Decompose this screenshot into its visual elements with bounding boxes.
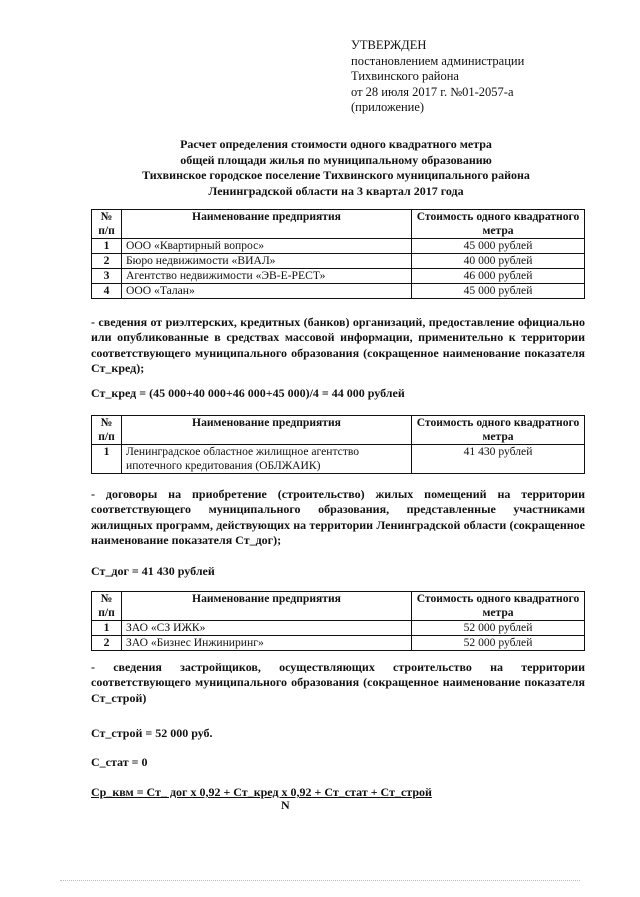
title-line: Расчет определения стоимости одного квадратного метра: [180, 137, 492, 151]
row-name: ЗАО «Бизнес Инжиниринг»: [122, 636, 412, 651]
row-name: Ленинградское областное жилищное агентство ипотечного кредитования (ОБЛЖАИК): [122, 445, 412, 474]
realtors-table: [91, 209, 585, 299]
table-header-row: [92, 210, 585, 239]
header-cost: Стоимость одного квадратного метра: [412, 210, 585, 239]
scan-edge-line: [60, 880, 580, 881]
paragraph-contracts: - договоры на приобретение (строительство) жилых помещений на территории соответствующего муниципального образования, представленные участниками жилищных программ, действующих на территории Ленинградской области (сокращенное наименование показателя Ст_дог);: [91, 487, 585, 548]
header-name: Наименование предприятия: [122, 592, 412, 621]
approval-line: от 28 июля 2017 г. №01-2057-а: [351, 84, 514, 99]
row-num: 3: [92, 269, 122, 284]
row-num: 1: [92, 621, 122, 636]
table-row: [92, 239, 585, 254]
developers-table: [91, 591, 585, 651]
paragraph-developers: - сведения застройщиков, осуществляющих строительство на территории соответствующего муниципального образования (сокращенное наименование показателя Ст_строй): [91, 660, 585, 705]
approval-stamp: [351, 38, 524, 116]
row-name: Агентство недвижимости «ЭВ-Е-РЕСТ»: [122, 269, 412, 284]
row-num: 1: [92, 239, 122, 254]
approval-line: постановлением администрации: [351, 53, 525, 68]
row-cost: 46 000 рублей: [412, 269, 585, 284]
header-num: № п/п: [92, 210, 122, 239]
row-name: ООО «Талан»: [122, 284, 412, 299]
approval-line: Тихвинского района: [351, 69, 459, 83]
row-num: 1: [92, 445, 122, 474]
header-name: Наименование предприятия: [122, 416, 412, 445]
table-row: [92, 284, 585, 299]
agency-table: [91, 415, 585, 474]
table-header-row: [92, 592, 585, 621]
header-num: № п/п: [92, 416, 122, 445]
formula-st-dog: Ст_дог = 41 430 рублей: [91, 564, 215, 578]
row-cost: 40 000 рублей: [412, 254, 585, 269]
title-line: Ленинградской области на 3 квартал 2017 года: [208, 183, 464, 198]
row-num: 4: [92, 284, 122, 299]
formula-average-price: Ср_квм = Ст_ дог х 0,92 + Ст_кред х 0,92 + Ст_стат + Ст_строй: [91, 785, 432, 799]
row-name: ЗАО «СЗ ИЖК»: [122, 621, 412, 636]
title-line: общей площади жилья по муниципальному образованию: [180, 152, 492, 167]
formula-denominator: N: [281, 798, 290, 812]
row-num: 2: [92, 254, 122, 269]
row-cost: 41 430 рублей: [412, 445, 585, 474]
row-cost: 45 000 рублей: [412, 284, 585, 299]
document-title: [96, 137, 576, 199]
row-name: ООО «Квартирный вопрос»: [122, 239, 412, 254]
table-row: [92, 269, 585, 284]
formula-st-stroy: Ст_строй = 52 000 руб.: [91, 726, 213, 740]
table-row: [92, 445, 585, 474]
title-line: Тихвинское городское поселение Тихвинского муниципального района: [142, 168, 530, 182]
formula-st-kred: Ст_кред = (45 000+40 000+46 000+45 000)/4 = 44 000 рублей: [91, 386, 405, 400]
header-cost: Стоимость одного квадратного метра: [412, 416, 585, 445]
table-header-row: [92, 416, 585, 445]
approval-title: УТВЕРЖДЕН: [351, 38, 427, 52]
row-cost: 52 000 рублей: [412, 621, 585, 636]
table-row: [92, 621, 585, 636]
header-cost: Стоимость одного квадратного метра: [412, 592, 585, 621]
header-num: № п/п: [92, 592, 122, 621]
row-cost: 52 000 рублей: [412, 636, 585, 651]
header-name: Наименование предприятия: [122, 210, 412, 239]
paragraph-credit-sources: - сведения от риэлтерских, кредитных (банков) организаций, предоставление официально или опубликованные в средствах массовой информации, применительно к территории соответствующего муниципального образования (сокращенное наименование показателя Ст_кред);: [91, 315, 585, 376]
row-name: Бюро недвижимости «ВИАЛ»: [122, 254, 412, 269]
row-num: 2: [92, 636, 122, 651]
table-row: [92, 254, 585, 269]
table-row: [92, 636, 585, 651]
formula-s-stat: С_стат = 0: [91, 755, 148, 769]
approval-line: (приложение): [351, 100, 425, 114]
row-cost: 45 000 рублей: [412, 239, 585, 254]
